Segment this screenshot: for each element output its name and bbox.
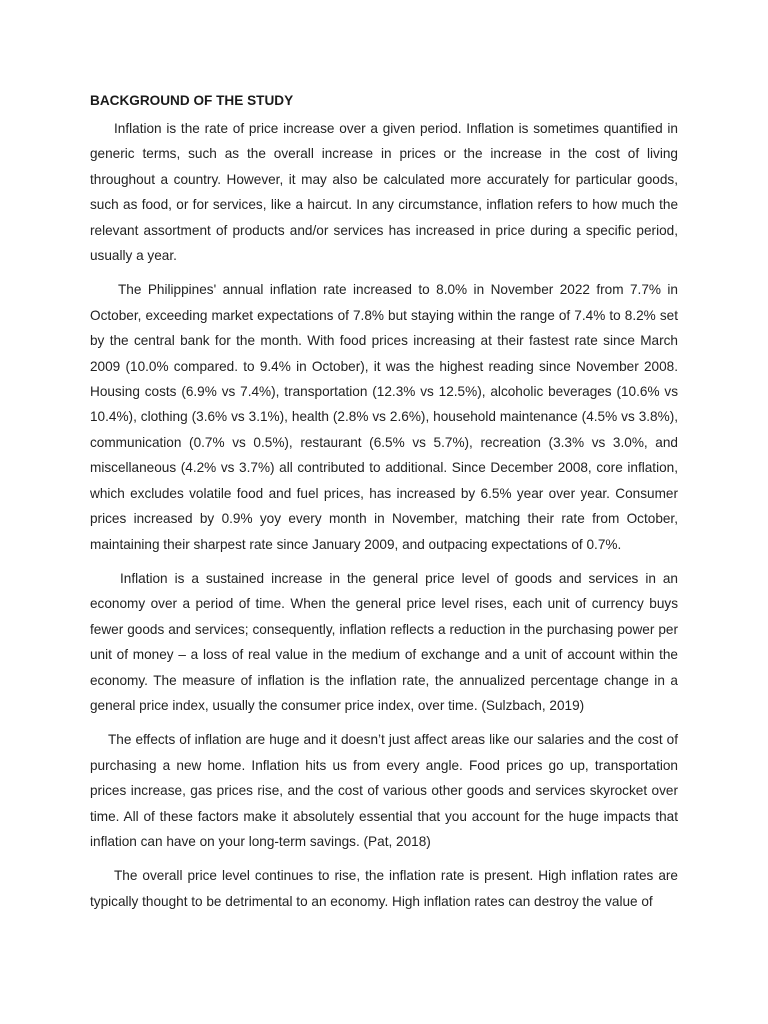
paragraph-philippines-inflation: The Philippines' annual inflation rate increased to 8.0% in November 2022 from 7.7% in October, exceeding market expectations of 7.8% but staying within the range of 7.4% to 8.2% set by the central bank for the month. With food prices increasing at their fastest rate since March 2009 (10.0% compared. to 9.4% in October), it was the highest reading since November 2008. Housing costs (6.9% vs 7.4%), transportation (12.3% vs 12.5%), alcoholic beverages (10.6% vs 10.4%), clothing (3.6% vs 3.1%), health (2.8% vs 2.6%), household maintenance (4.5% vs 3.8%), communication (0.7% vs 0.5%), restaurant (6.5% vs 5.7%), recreation (3.3% vs 3.0%, and miscellaneous (4.2% vs 3.7%) all contributed to additional. Since December 2008, core inflation, which excludes volatile food and fuel prices, has increased by 6.5% year over year. Consumer prices increased by 0.9% yoy every month in November, matching their rate from October, maintaining their sharpest rate since January 2009, and outpacing expectations of 0.7%. [90, 282, 678, 552]
document-body [90, 92, 678, 923]
paragraph-definition: Inflation is the rate of price increase over a given period. Inflation is sometimes quantified in generic terms, such as the overall increase in prices or the increase in the cost of living throughout a country. However, it may also be calculated more accurately for particular goods, such as food, or for services, like a haircut. In any circumstance, inflation refers to how much the relevant assortment of products and/or services has increased in price during a specific period, usually a year. [90, 121, 678, 264]
paragraph-price-level: The overall price level continues to rise, the inflation rate is present. High inflation rates are typically thought to be detrimental to an economy. High inflation rates can destroy the value of [90, 868, 678, 909]
paragraph-sustained-increase: Inflation is a sustained increase in the general price level of goods and services in an economy over a period of time. When the general price level rises, each unit of currency buys fewer goods and services; consequently, inflation reflects a reduction in the purchasing power per unit of money – a loss of real value in the medium of exchange and a unit of account within the economy. The measure of inflation is the inflation rate, the annualized percentage change in a general price index, usually the consumer price index, over time. (Sulzbach, 2019) [90, 570, 678, 713]
section-heading: BACKGROUND OF THE STUDY [90, 93, 294, 108]
paragraph-effects-of-inflation: The effects of inflation are huge and it doesn’t just affect areas like our salaries and the cost of purchasing a new home. Inflation hits us from every angle. Food prices go up, transportation prices increase, gas prices rise, and the cost of various other goods and services skyrocket over time. All of these factors make it absolutely essential that you account for the huge impacts that inflation can have on your long-term savings. (Pat, 2018) [90, 732, 678, 849]
